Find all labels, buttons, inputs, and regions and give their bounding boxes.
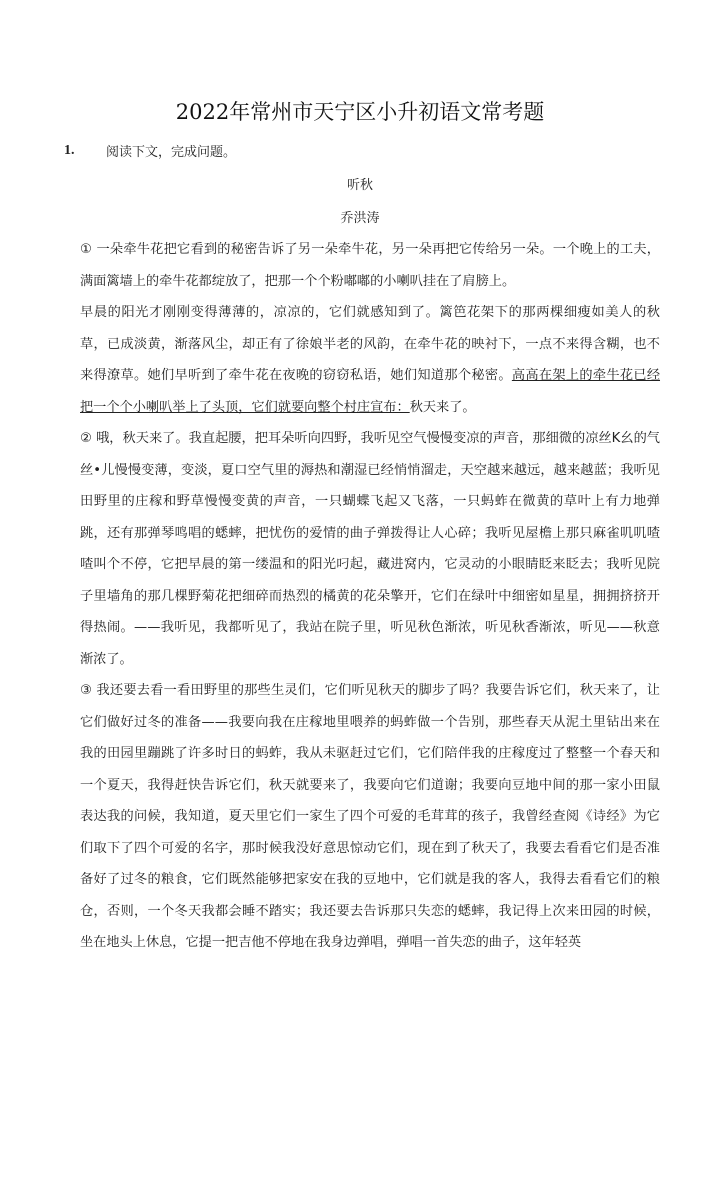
article-author: 乔洪涛 bbox=[340, 211, 380, 226]
paragraph-2 bbox=[80, 297, 660, 423]
article-body bbox=[80, 234, 660, 959]
question-number: 1. bbox=[64, 143, 75, 158]
article-title: 听秋 bbox=[346, 178, 373, 193]
question-prompt: 阅读下文，完成问题。 bbox=[106, 145, 237, 160]
paragraph-3: ② 哦，秋天来了。我直起腰，把耳朵听向四野，我听见空气慢慢变凉的声音，那细微的凉丝K幺的气丝•儿慢慢变薄，变淡，夏口空气里的溽热和潮湿已经悄悄溜走，天空越来越远，越来越蓝；我听见田野里的庄稼和野草慢慢变黄的声音，一只蝴蝶飞起又飞落，一只蚂蚱在微黄的草叶上有力地弹跳，还有那弹琴鸣唱的蟋蟀，把忧伤的爱情的曲子弹拨得让人心碎；我听见屋檐上那只麻雀叽叽喳喳叫个不停，它把早晨的第一缕温和的阳光叼起，藏进窝内，它灵动的小眼睛眨来眨去；我听见院子里墙角的那几棵野菊花把细碎而热烈的橘黄的花朵擎开，它们在绿叶中细密如星星，拥拥挤挤开得热闹。——我听见，我都听见了，我站在院子里，听见秋色渐浓，听见秋香渐浓，听见——秋意渐浓了。 bbox=[80, 431, 660, 667]
paragraph-1: ① 一朵牵牛花把它看到的秘密告诉了另一朵牵牛花，另一朵再把它传给另一朵。一个晚上的工夫，满面篱墙上的牵牛花都绽放了，把那一个个粉嘟嘟的小喇叭挂在了肩膀上。 bbox=[80, 242, 660, 289]
paragraph-2-ending: 秋天来了。 bbox=[409, 399, 476, 415]
paragraph-4: ③ 我还要去看一看田野里的那些生灵们，它们听见秋天的脚步了吗？我要告诉它们，秋天来了，让它们做好过冬的准备——我要向我在庄稼地里喂养的蚂蚱做一个告别，那些春天从泥土里钻出来在我的田园里蹦跳了许多时日的蚂蚱，我从未驱赶过它们，它们陪伴我的庄稼度过了整整一个春天和一个夏天，我得赶快告诉它们，秋天就要来了，我要向它们道谢；我要向豆地中间的那一家小田鼠表达我的问候，我知道，夏天里它们一家生了四个可爱的毛茸茸的孩子，我曾经查阅《诗经》为它们取下了四个可爱的名字，那时候我没好意思惊动它们，现在到了秋天了，我要去看看它们是否准备好了过冬的粮食，它们既然能够把家安在我的豆地中，它们就是我的客人，我得去看看它们的粮仓，否则，一个冬天我都会睡不踏实；我还要去告诉那只失恋的蟋蟀，我记得上次来田园的时候，坐在地头上休息，它提一把吉他不停地在我身边弹唱，弹唱一首失恋的曲子，这年轻英 bbox=[80, 683, 660, 950]
underlined-sentence: 高高在架上的牵牛花已经把一个个小喇叭举上了头顶，它们就要向整个村庄宣布： bbox=[80, 368, 661, 415]
paragraph-2-text: 早晨的阳光才刚刚变得薄薄的，凉凉的，它们就感知到了。篱笆花架下的那两棵细瘦如美人的秋草，已成淡黄，渐落风尘，却正有了徐娘半老的风韵，在牵牛花的映衬下，一点不来得含糊，也不来得潦草。她们早听到了牵牛花在夜晚的窃窃私语，她们知道那个秘密。 bbox=[80, 305, 660, 383]
page-title: 2022年常州市天宁区小升初语文常考题 bbox=[175, 100, 545, 124]
